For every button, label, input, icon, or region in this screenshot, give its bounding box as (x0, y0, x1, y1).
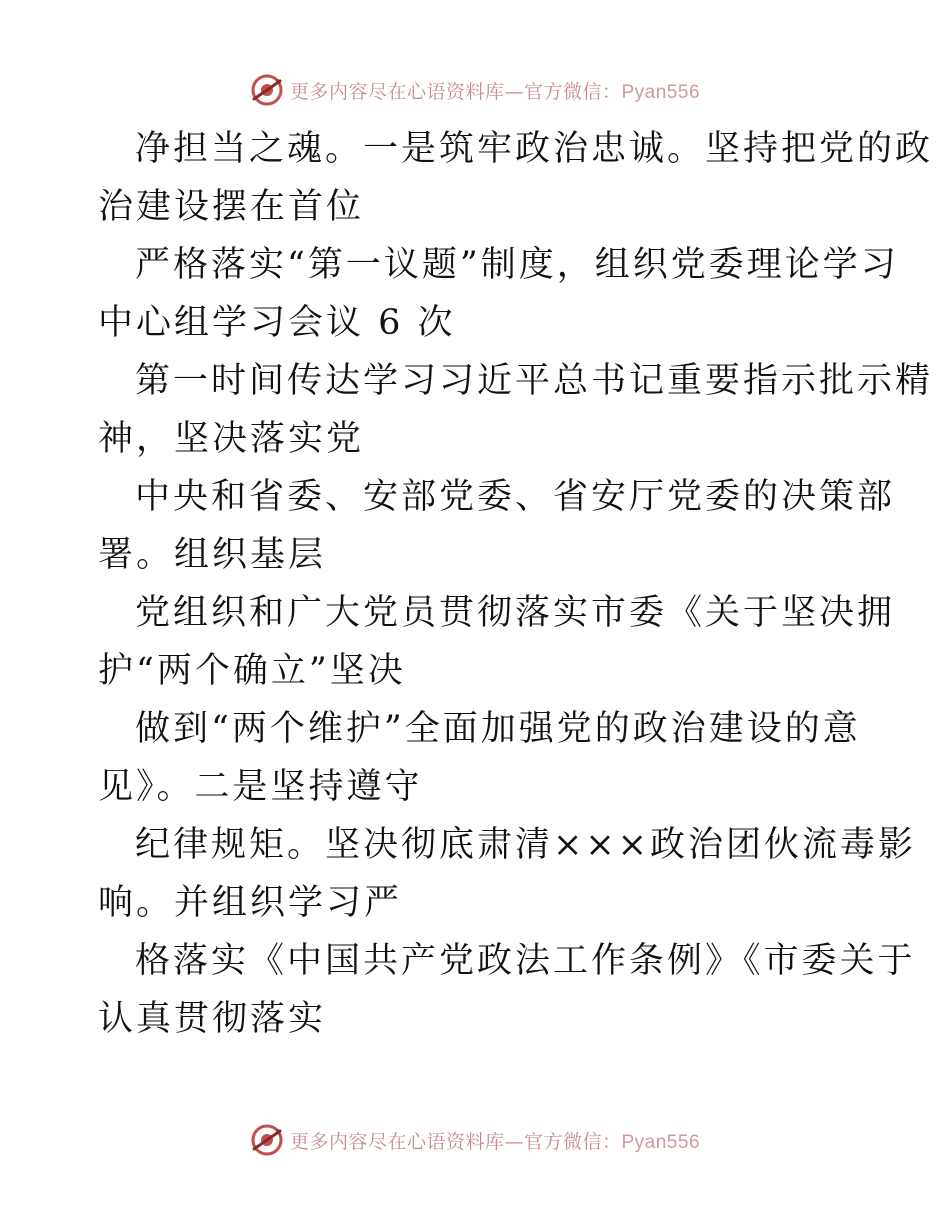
body-line: 认真贯彻落实 (98, 999, 327, 1039)
footer-wechat-label: 官方微信： (523, 1130, 622, 1153)
footer-banner (0, 1120, 950, 1160)
body-line: 格落实《中国共产党政法工作条例》《市委关于 (135, 941, 916, 981)
body-line: 见》。二是坚持遵守 (98, 767, 423, 807)
header-banner (0, 70, 950, 110)
body-line: 中央和省委、安部党委、省安厅党委的决策部 (135, 477, 896, 517)
header-banner-text (290, 77, 700, 104)
body-line: 严格落实“第一议题”制度，组织党委理论学习 (135, 245, 899, 285)
header-wechat-label: 官方微信： (523, 80, 622, 103)
body-line: 做到“两个维护”全面加强党的政治建设的意 (135, 709, 861, 749)
footer-site-text: 更多内容尽在心语资料库 (289, 1130, 505, 1153)
body-line: 中心组学习会议 6 次 (98, 303, 456, 343)
header-site-text: 更多内容尽在心语资料库 (289, 80, 505, 103)
body-line: 党组织和广大党员贯彻落实市委《关于坚决拥 (135, 593, 896, 633)
logo-icon (250, 73, 284, 107)
body-line: 响。并组织学习严 (98, 883, 403, 923)
body-line: 治建设摆在首位 (98, 187, 365, 227)
body-line: 第一时间传达学习习近平总书记重要指示批示精 (135, 361, 934, 401)
header-separator: — (504, 80, 524, 103)
body-line: 神，坚决落实党 (98, 419, 365, 459)
body-line: 署。组织基层 (98, 535, 327, 575)
body-line: 纪律规矩。坚决彻底肃清×××政治团伙流毒影 (135, 825, 916, 865)
body-line: 护“两个确立”坚决 (98, 651, 406, 691)
logo-icon (250, 1123, 284, 1157)
footer-banner-text (290, 1127, 700, 1154)
body-line: 净担当之魂。一是筑牢政治忠诚。坚持把党的政 (135, 129, 934, 169)
footer-separator: — (504, 1130, 524, 1153)
footer-wechat-id: Pyan556 (621, 1131, 701, 1153)
header-wechat-id: Pyan556 (621, 81, 701, 103)
